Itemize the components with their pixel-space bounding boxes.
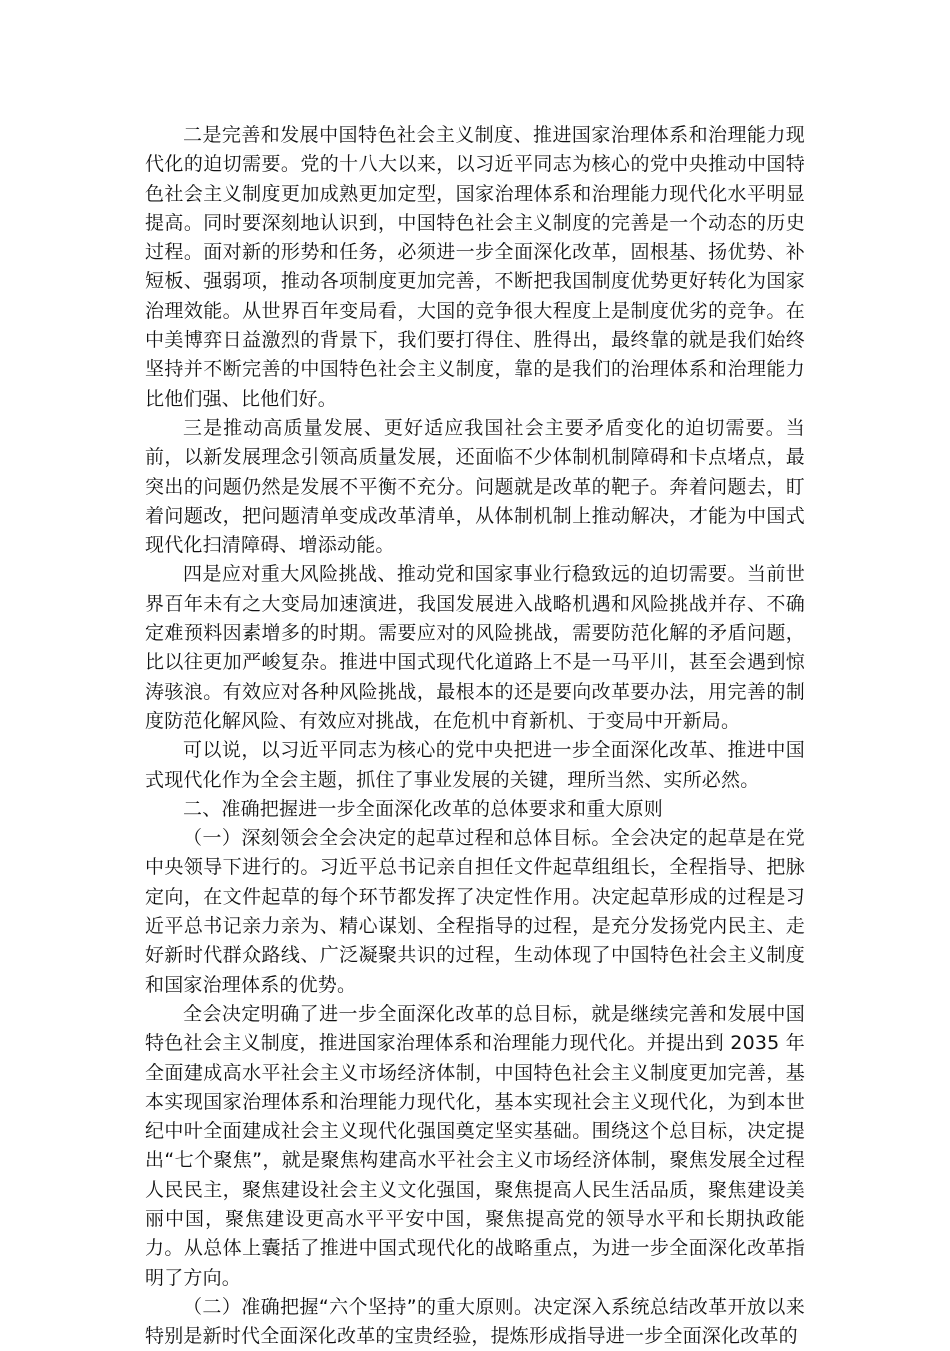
- paragraph-6: （一）深刻领会全会决定的起草过程和总体目标。全会决定的起草是在党中央领导下进行的。习近平总书记亲自担任文件起草组组长，全程指导、把脉定向，在文件起草的每个环节都发挥了决定性作用。决定起草形成的过程是习近平总书记亲力亲为、精心谋划、全程指导的过程，是充分发扬党内民主、走好新时代群众路线、广泛凝聚共识的过程，生动体现了中国特色社会主义制度和国家治理体系的优势。: [145, 827, 805, 996]
- paragraph-8: （二）准确把握“六个坚持”的重大原则。决定深入系统总结改革开放以来特别是新时代全面深化改革的宝贵经验，提炼形成指导进一步全面深化改革的: [145, 1295, 805, 1348]
- paragraph-2: 三是推动高质量发展、更好适应我国社会主要矛盾变化的迫切需要。当前，以新发展理念引领高质量发展，还面临不少体制机制障碍和卡点堵点，最突出的问题仍然是发展不平衡不充分。问题就是改革的靶子。奔着问题去，盯着问题改，把问题清单变成改革清单，从体制机制上推动解决，才能为中国式现代化扫清障碍、增添动能。: [145, 416, 805, 557]
- paragraph-7: 全会决定明确了进一步全面深化改革的总目标，就是继续完善和发展中国特色社会主义制度，推进国家治理体系和治理能力现代化。并提出到 2035 年全面建成高水平社会主义市场经济体制，中国特色社会主义制度更加完善，基本实现国家治理体系和治理能力现代化，基本实现社会主义现代化，为到本世纪中叶全面建成社会主义现代化强国奠定坚实基础。围绕这个总目标，决定提出“七个聚焦”，就是聚焦构建高水平社会主义市场经济体制，聚焦发展全过程人民民主，聚焦建设社会主义文化强国，聚焦提高人民生活品质，聚焦建设美丽中国，聚焦建设更高水平平安中国，聚焦提高党的领导水平和长期执政能力。从总体上囊括了推进中国式现代化的战略重点，为进一步全面深化改革指明了方向。: [145, 1002, 805, 1289]
- section-heading: 二、准确把握进一步全面深化改革的总体要求和重大原则: [183, 797, 664, 820]
- paragraph-1: 二是完善和发展中国特色社会主义制度、推进国家治理体系和治理能力现代化的迫切需要。党的十八大以来，以习近平同志为核心的党中央推动中国特色社会主义制度更加成熟更加定型，国家治理体系和治理能力现代化水平明显提高。同时要深刻地认识到，中国特色社会主义制度的完善是一个动态的历史过程。面对新的形势和任务，必须进一步全面深化改革，固根基、扬优势、补短板、强弱项，推动各项制度更加完善，不断把我国制度优势更好转化为国家治理效能。从世界百年变局看，大国的竞争很大程度上是制度优劣的竞争。在中美博弈日益激烈的背景下，我们要打得住、胜得出，最终靠的就是我们始终坚持并不断完善的中国特色社会主义制度，靠的是我们的治理体系和治理能力比他们强、比他们好。: [145, 124, 805, 410]
- document-body: [145, 121, 805, 1351]
- paragraph-3: 四是应对重大风险挑战、推动党和国家事业行稳致远的迫切需要。当前世界百年未有之大变局加速演进，我国发展进入战略机遇和风险挑战并存、不确定难预料因素增多的时期。需要应对的风险挑战，需要防范化解的矛盾问题，比以往更加严峻复杂。推进中国式现代化道路上不是一马平川，甚至会遇到惊涛骇浪。有效应对各种风险挑战，最根本的还是要向改革要办法，用完善的制度防范化解风险、有效应对挑战，在危机中育新机、于变局中开新局。: [145, 563, 805, 732]
- paragraph-4: 可以说，以习近平同志为核心的党中央把进一步全面深化改革、推进中国式现代化作为全会主题，抓住了事业发展的关键，理所当然、实所必然。: [145, 739, 805, 791]
